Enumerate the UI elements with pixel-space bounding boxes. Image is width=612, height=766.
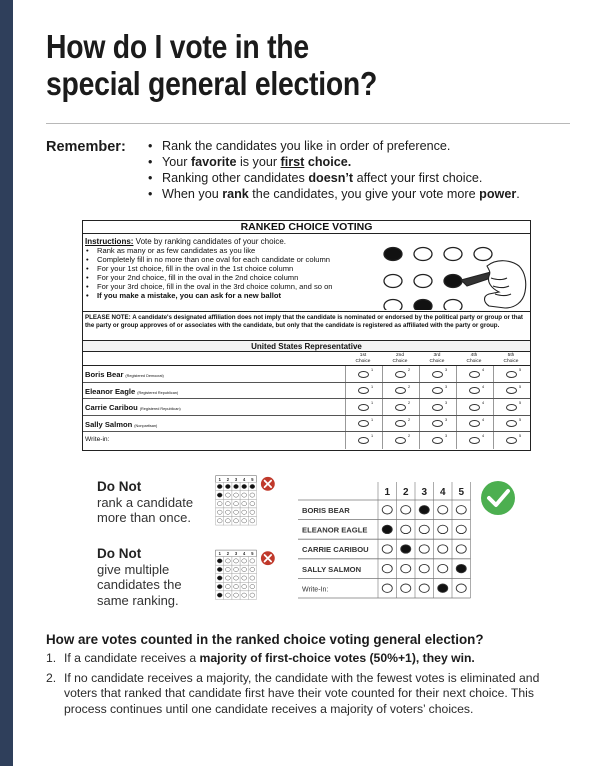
mini-oval (234, 510, 239, 514)
choice-header: 1st Choice (355, 353, 371, 364)
mini-header-label: 5 (251, 476, 254, 482)
ballot-oval (419, 545, 429, 553)
candidate-label: SALLY SALMON (302, 564, 362, 574)
column-divider (419, 399, 420, 415)
side-accent-bar (0, 0, 13, 766)
oval-number: 2 (408, 368, 411, 372)
instructions-title: Instructions: (85, 237, 134, 246)
ballot-oval (401, 506, 411, 514)
oval-number: 3 (445, 401, 448, 405)
divider (46, 123, 570, 124)
mini-oval (250, 493, 255, 497)
column-divider (382, 399, 383, 415)
counting-step: 1. If a candidate receives a majority of first-choice votes (50%+1), they win. (46, 651, 475, 665)
mini-oval (250, 576, 255, 580)
mini-oval (234, 559, 239, 563)
choice-header: 5th Choice (503, 353, 519, 364)
ballot-oval (401, 584, 411, 592)
oval-number: 5 (519, 384, 522, 389)
choice-oval[interactable] (432, 371, 443, 378)
column-divider (419, 366, 420, 382)
column-divider (345, 416, 346, 432)
column-divider (456, 432, 457, 449)
choice-oval[interactable] (506, 420, 517, 427)
candidate-row (83, 366, 530, 383)
mini-oval (234, 576, 239, 580)
choice-oval[interactable] (432, 404, 443, 411)
oval-number: 2 (408, 401, 411, 405)
candidate-name: Sally Salmon (Nonpartisan) (85, 419, 158, 429)
mini-oval (242, 559, 247, 563)
mini-oval (234, 493, 239, 497)
oval-number: 2 (408, 434, 411, 438)
mini-ballot-wrong-same-rank (214, 544, 276, 610)
mini-oval (225, 576, 230, 580)
oval-number: 4 (482, 368, 485, 372)
column-divider (345, 432, 346, 449)
mini-oval (217, 510, 222, 514)
contest-title: United States Representative (83, 341, 530, 352)
instruction-item: • For your 1st choice, fill in the oval in the 1st choice column (85, 264, 333, 273)
ballot-oval (401, 545, 411, 553)
mini-oval (217, 584, 222, 588)
remember-item: • Rank the candidates you like in order of preference. (148, 138, 520, 154)
mini-oval (242, 502, 247, 506)
mini-oval (250, 502, 255, 506)
mini-oval (250, 484, 255, 488)
ballot-oval (438, 564, 448, 572)
ballot-oval (419, 506, 429, 514)
mini-oval (225, 484, 230, 488)
oval-number: 4 (482, 434, 485, 438)
choice-oval[interactable] (358, 420, 369, 427)
column-divider (456, 383, 457, 399)
mini-oval (225, 584, 230, 588)
oval-number: 3 (445, 384, 448, 389)
column-divider (493, 416, 494, 432)
mini-oval (225, 519, 230, 523)
mini-oval (242, 593, 247, 597)
mini-oval (234, 593, 239, 597)
ballot-oval (382, 564, 392, 572)
mini-header-label: 3 (234, 551, 238, 557)
choice-oval[interactable] (395, 420, 406, 427)
column-number: 1 (384, 487, 391, 498)
mini-ballot-wrong-rank-twice (214, 470, 276, 532)
mini-oval (250, 559, 255, 563)
mini-oval (234, 484, 239, 488)
candidate-label: Write-In: (302, 586, 329, 594)
mini-oval (225, 567, 230, 571)
mini-header-label: 5 (251, 551, 254, 557)
choice-oval[interactable] (395, 437, 406, 444)
ballot-oval (438, 584, 448, 592)
ballot-header: RANKED CHOICE VOTING (83, 221, 530, 234)
candidate-label: BORIS BEAR (302, 506, 350, 515)
mini-oval (217, 502, 222, 506)
candidate-row (83, 383, 530, 400)
column-divider (493, 366, 494, 382)
mini-oval (217, 567, 222, 571)
title-line-1: How do I vote in the (46, 28, 309, 65)
candidate-label: ELEANOR EAGLE (302, 525, 368, 535)
oval-number: 3 (445, 368, 448, 372)
mini-oval (250, 510, 255, 514)
counting-step: 2. If no candidate receives a majority, the candidate with the fewest votes is eliminated and voters that ranked that candidate first have their vote counted for their next choice. This process continues until one candidate receives a majority of voters’ choices. (46, 670, 540, 716)
oval-number: 5 (519, 417, 522, 422)
choice-oval[interactable] (469, 404, 480, 411)
oval-number: 5 (519, 434, 522, 438)
choice-oval[interactable] (395, 387, 406, 394)
column-divider (493, 432, 494, 449)
page-title (46, 28, 493, 102)
sample-ballot (82, 220, 531, 451)
instruction-item: • For your 2nd choice, fill in the oval in the 2nd choice column (85, 273, 333, 282)
mini-oval (242, 567, 247, 571)
ballot-oval (456, 564, 466, 572)
oval-number: 3 (445, 434, 448, 438)
ballot-instructions: Instructions: Vote by ranking candidates of your choice. • Rank as many or as few candidates as you like • Completely fill in no more than one oval for each candidate or column • For your 1st choice, fill in the oval in the 1st choice column • For your 2nd choice, fill in the oval in the 2nd choice column • For your 3rd choice, fill in the oval in the 3rd choice column, and so on • If you make a mistake, you can ask for a new ballot (83, 234, 530, 312)
choice-oval[interactable] (358, 437, 369, 444)
mini-header-label: 1 (218, 551, 221, 557)
oval-number: 2 (408, 417, 411, 422)
candidate-label: CARRIE CARIBOU (302, 545, 369, 555)
instruction-item: • If you make a mistake, you can ask for a new ballot (85, 291, 333, 300)
instruction-item: • For your 3rd choice, fill in the oval in the 3rd choice column, and so on (85, 282, 333, 291)
ballot-oval (382, 584, 392, 592)
do-not-rank-twice: Do Not rank a candidate more than once. (97, 479, 194, 525)
mini-oval (242, 519, 247, 523)
mini-oval (217, 593, 222, 597)
mini-oval (242, 484, 247, 488)
instruction-item: • Rank as many or as few candidates as you like (85, 246, 333, 255)
candidate-rows (83, 366, 530, 449)
ballot-oval (382, 545, 392, 553)
candidate-name: Carrie Caribou (Registered Republican) (85, 403, 181, 412)
column-divider (345, 366, 346, 382)
remember-item: • Your favorite is your first choice. (148, 154, 520, 170)
mini-oval (225, 502, 230, 506)
remember-label: Remember: (46, 139, 126, 155)
ballot-oval (456, 506, 466, 514)
remember-list (148, 138, 520, 202)
mini-oval (225, 493, 230, 497)
column-divider (493, 383, 494, 399)
column-divider (382, 366, 383, 382)
ballot-oval (456, 525, 466, 533)
column-divider (456, 399, 457, 415)
mini-oval (234, 567, 239, 571)
ballot-oval (419, 564, 429, 572)
choice-header: 3rd Choice (429, 353, 445, 364)
mini-oval (225, 593, 230, 597)
mini-header-label: 1 (218, 476, 221, 482)
counting-section-title: How are votes counted in the ranked choice voting general election? (46, 632, 484, 647)
oval-number: 3 (445, 417, 448, 422)
ballot-oval (419, 584, 429, 592)
column-divider (493, 399, 494, 415)
column-number: 2 (402, 487, 409, 498)
ballot-oval (382, 525, 392, 533)
candidate-name: Eleanor Eagle (Registered Republican) (85, 386, 179, 396)
title-line-2: special general election? (46, 65, 378, 102)
mini-oval (217, 576, 222, 580)
oval-number: 1 (371, 368, 374, 372)
counting-steps (46, 651, 566, 721)
oval-number: 1 (371, 434, 374, 438)
choice-oval[interactable] (469, 437, 480, 444)
instruction-item: • Completely fill in no more than one oval for each candidate or column (85, 255, 333, 264)
choice-oval[interactable] (469, 420, 480, 427)
column-divider (419, 432, 420, 449)
correct-ballot-example (298, 480, 524, 605)
choice-oval[interactable] (506, 404, 517, 411)
choice-oval[interactable] (358, 371, 369, 378)
ballot-oval (382, 506, 392, 514)
column-divider (456, 416, 457, 432)
choice-oval[interactable] (432, 420, 443, 427)
oval-number: 4 (482, 384, 485, 389)
remember-item: • When you rank the candidates, you give your vote more power. (148, 186, 520, 202)
column-number: 3 (421, 487, 428, 498)
mini-oval (234, 519, 239, 523)
remember-item: • Ranking other candidates doesn’t affect your first choice. (148, 170, 520, 186)
mini-header-label: 2 (226, 476, 230, 482)
choice-oval[interactable] (432, 437, 443, 444)
choice-oval[interactable] (432, 387, 443, 394)
mini-oval (225, 559, 230, 563)
column-divider (345, 383, 346, 399)
mini-oval (242, 584, 247, 588)
choice-oval[interactable] (506, 387, 517, 394)
mini-header-label: 3 (234, 476, 238, 482)
mini-header-label: 4 (243, 551, 246, 557)
candidate-row (83, 399, 530, 416)
column-divider (382, 383, 383, 399)
ballot-oval (438, 525, 448, 533)
column-number: 4 (439, 487, 446, 498)
mini-oval (217, 559, 222, 563)
choice-header: 4th Choice (466, 353, 482, 364)
mini-oval (250, 519, 255, 523)
ballot-oval (438, 506, 448, 514)
mini-oval (250, 567, 255, 571)
mini-oval (217, 519, 222, 523)
choice-oval[interactable] (358, 404, 369, 411)
choice-oval[interactable] (395, 371, 406, 378)
checkmark-icon (481, 481, 515, 515)
oval-number: 2 (408, 384, 411, 389)
column-divider (456, 366, 457, 382)
choice-oval[interactable] (506, 371, 517, 378)
oval-number: 4 (482, 417, 485, 422)
ballot-oval (419, 525, 429, 533)
mini-oval (234, 502, 239, 506)
choice-oval[interactable] (395, 404, 406, 411)
candidate-row (83, 432, 530, 449)
choice-oval[interactable] (469, 371, 480, 378)
oval-number: 1 (371, 401, 374, 405)
oval-number: 4 (482, 401, 485, 405)
mini-oval (217, 484, 222, 488)
oval-number: 1 (371, 417, 374, 422)
column-divider (382, 432, 383, 449)
choice-oval[interactable] (358, 387, 369, 394)
oval-number: 5 (519, 401, 522, 405)
write-in-label: Write-in: (85, 436, 110, 443)
oval-number: 1 (371, 384, 374, 389)
candidate-row (83, 416, 530, 433)
mini-oval (225, 510, 230, 514)
choice-oval[interactable] (506, 437, 517, 444)
mini-oval (242, 510, 247, 514)
mini-oval (234, 584, 239, 588)
mini-oval (250, 593, 255, 597)
mini-oval (250, 584, 255, 588)
column-divider (419, 383, 420, 399)
candidate-name: Boris Bear (Registered Democrat) (85, 370, 164, 379)
ballot-oval (456, 545, 466, 553)
choice-header: 2nd Choice (392, 353, 408, 364)
ballot-oval (456, 584, 466, 592)
mini-oval (242, 493, 247, 497)
mini-oval (242, 576, 247, 580)
choice-header-row (83, 352, 530, 366)
ballot-oval (438, 545, 448, 553)
column-number: 5 (458, 487, 465, 498)
column-divider (419, 416, 420, 432)
column-divider (382, 416, 383, 432)
affiliation-note: PLEASE NOTE: A candidate's designated affiliation does not imply that the candidate is nominated or endorsed by the political party or group or that the party or group approves of or associates with the candidate, but only that the candidate is registered as affiliated with the party or group. (83, 312, 530, 341)
hand-filling-oval-illustration (379, 236, 529, 310)
oval-number: 5 (519, 368, 522, 372)
mini-header-label: 2 (226, 551, 230, 557)
do-not-same-ranking: Do Not give multiple candidates the same ranking. (97, 546, 182, 608)
ballot-oval (401, 525, 411, 533)
choice-oval[interactable] (469, 387, 480, 394)
mini-header-label: 4 (243, 476, 246, 482)
column-divider (345, 399, 346, 415)
mini-oval (217, 493, 222, 497)
ballot-oval (401, 564, 411, 572)
